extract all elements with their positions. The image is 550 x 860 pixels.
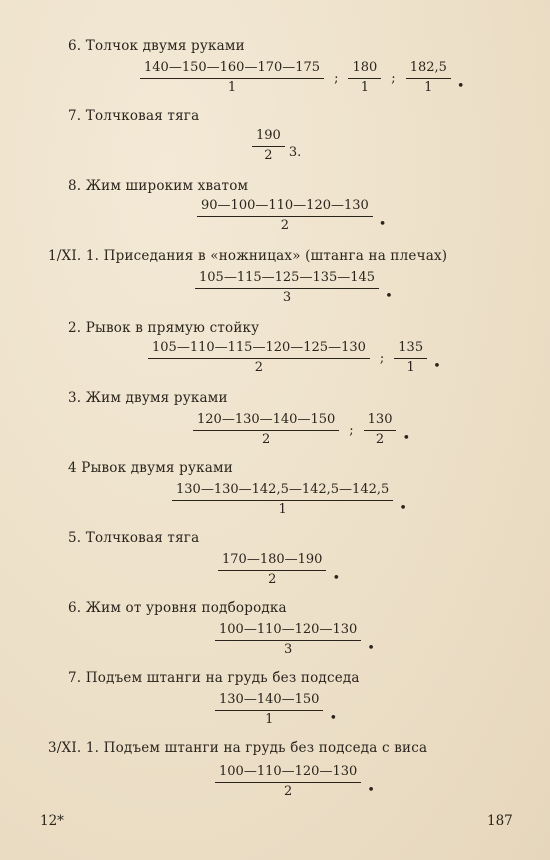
fraction: [215, 622, 361, 658]
fraction-numerator: 130: [364, 412, 397, 431]
end-mark: •: [332, 570, 341, 586]
weight-formula: [193, 412, 410, 448]
exercise-heading: 2. Рывок в прямую стойку: [68, 320, 260, 336]
fraction-denominator: 2: [280, 218, 290, 233]
fraction-numerator: 105—110—115—120—125—130: [148, 340, 370, 359]
fraction-numerator: 135: [394, 340, 427, 359]
exercise-heading: 7. Толчковая тяга: [68, 108, 200, 124]
weight-formula: [215, 622, 375, 658]
fraction-denominator: 2: [268, 572, 277, 587]
page-number: 187: [487, 813, 513, 829]
fraction-denominator: 2: [283, 784, 293, 799]
end-mark: •: [402, 430, 411, 446]
fraction: [215, 764, 361, 800]
fraction: [195, 270, 379, 306]
exercise-heading: 8. Жим широким хватом: [68, 178, 249, 194]
end-mark: •: [378, 216, 387, 232]
fraction: [406, 60, 451, 96]
exercise-heading: 1/XI. 1. Приседания в «ножницах» (штанга на плечах): [48, 248, 448, 264]
fraction-denominator: 2: [264, 148, 273, 163]
signature-mark: 12*: [40, 813, 64, 829]
weight-formula: [252, 128, 301, 164]
end-mark: •: [385, 288, 393, 304]
weight-formula: [197, 198, 386, 234]
fraction-numerator: 120—130—140—150: [193, 412, 339, 431]
formula-separator: ;: [349, 422, 354, 438]
fraction-denominator: 1: [278, 502, 287, 517]
formula-separator: ;: [379, 350, 385, 366]
end-mark: •: [367, 782, 375, 798]
end-mark: •: [399, 500, 407, 516]
weight-formula: [215, 764, 375, 800]
weight-formula: [218, 552, 340, 588]
weight-formula: [140, 60, 465, 96]
fraction: [215, 692, 323, 728]
fraction: [348, 60, 381, 96]
weight-formula: [172, 482, 407, 518]
fraction-numerator: 100—110—120—130: [215, 622, 361, 641]
exercise-heading: 3/XI. 1. Подъем штанги на грудь без подседа с виса: [48, 740, 428, 756]
fraction-denominator: 1: [265, 712, 274, 727]
fraction-denominator: 1: [360, 80, 370, 95]
weight-formula: [148, 340, 441, 376]
fraction: [218, 552, 326, 588]
end-mark: •: [329, 710, 338, 726]
end-mark: •: [433, 358, 441, 374]
fraction-numerator: 190: [252, 128, 285, 147]
exercise-heading: 7. Подъем штанги на грудь без подседа: [68, 670, 360, 686]
fraction: [140, 60, 324, 96]
fraction: [252, 128, 285, 164]
end-mark: •: [456, 78, 465, 94]
end-mark: •: [367, 640, 375, 656]
fraction-numerator: 90—100—110—120—130: [197, 198, 373, 217]
fraction-numerator: 170—180—190: [218, 552, 326, 571]
exercise-heading: 6. Жим от уровня подбородка: [68, 600, 287, 616]
fraction: [394, 340, 427, 376]
fraction-denominator: 1: [406, 360, 415, 375]
fraction: [193, 412, 339, 448]
fraction-numerator: 140—150—160—170—175: [140, 60, 324, 79]
fraction-denominator: 2: [375, 432, 385, 447]
exercise-heading: 3. Жим двумя руками: [68, 390, 228, 406]
fraction: [148, 340, 370, 376]
exercise-heading: 4 Рывок двумя руками: [68, 460, 233, 476]
formula-separator: ;: [391, 70, 396, 86]
fraction-numerator: 182,5: [406, 60, 451, 79]
fraction-denominator: 3: [282, 290, 292, 305]
fraction-denominator: 3: [283, 642, 293, 657]
fraction-denominator: 1: [424, 80, 433, 95]
fraction: [197, 198, 373, 234]
fraction-numerator: 130—130—142,5—142,5—142,5: [172, 482, 393, 501]
weight-formula: [215, 692, 337, 728]
formula-suffix: 3.: [288, 144, 302, 160]
exercise-heading: 5. Толчковая тяга: [68, 530, 200, 546]
fraction-numerator: 100—110—120—130: [215, 764, 361, 783]
fraction-denominator: 1: [227, 80, 237, 95]
formula-separator: ;: [334, 70, 339, 86]
fraction-numerator: 130—140—150: [215, 692, 323, 711]
fraction: [364, 412, 397, 448]
fraction: [172, 482, 393, 518]
fraction-numerator: 105—115—125—135—145: [195, 270, 379, 289]
fraction-denominator: 2: [254, 360, 264, 375]
fraction-numerator: 180: [348, 60, 381, 79]
fraction-denominator: 2: [261, 432, 271, 447]
exercise-heading: 6. Толчок двумя руками: [68, 38, 245, 54]
weight-formula: [195, 270, 393, 306]
